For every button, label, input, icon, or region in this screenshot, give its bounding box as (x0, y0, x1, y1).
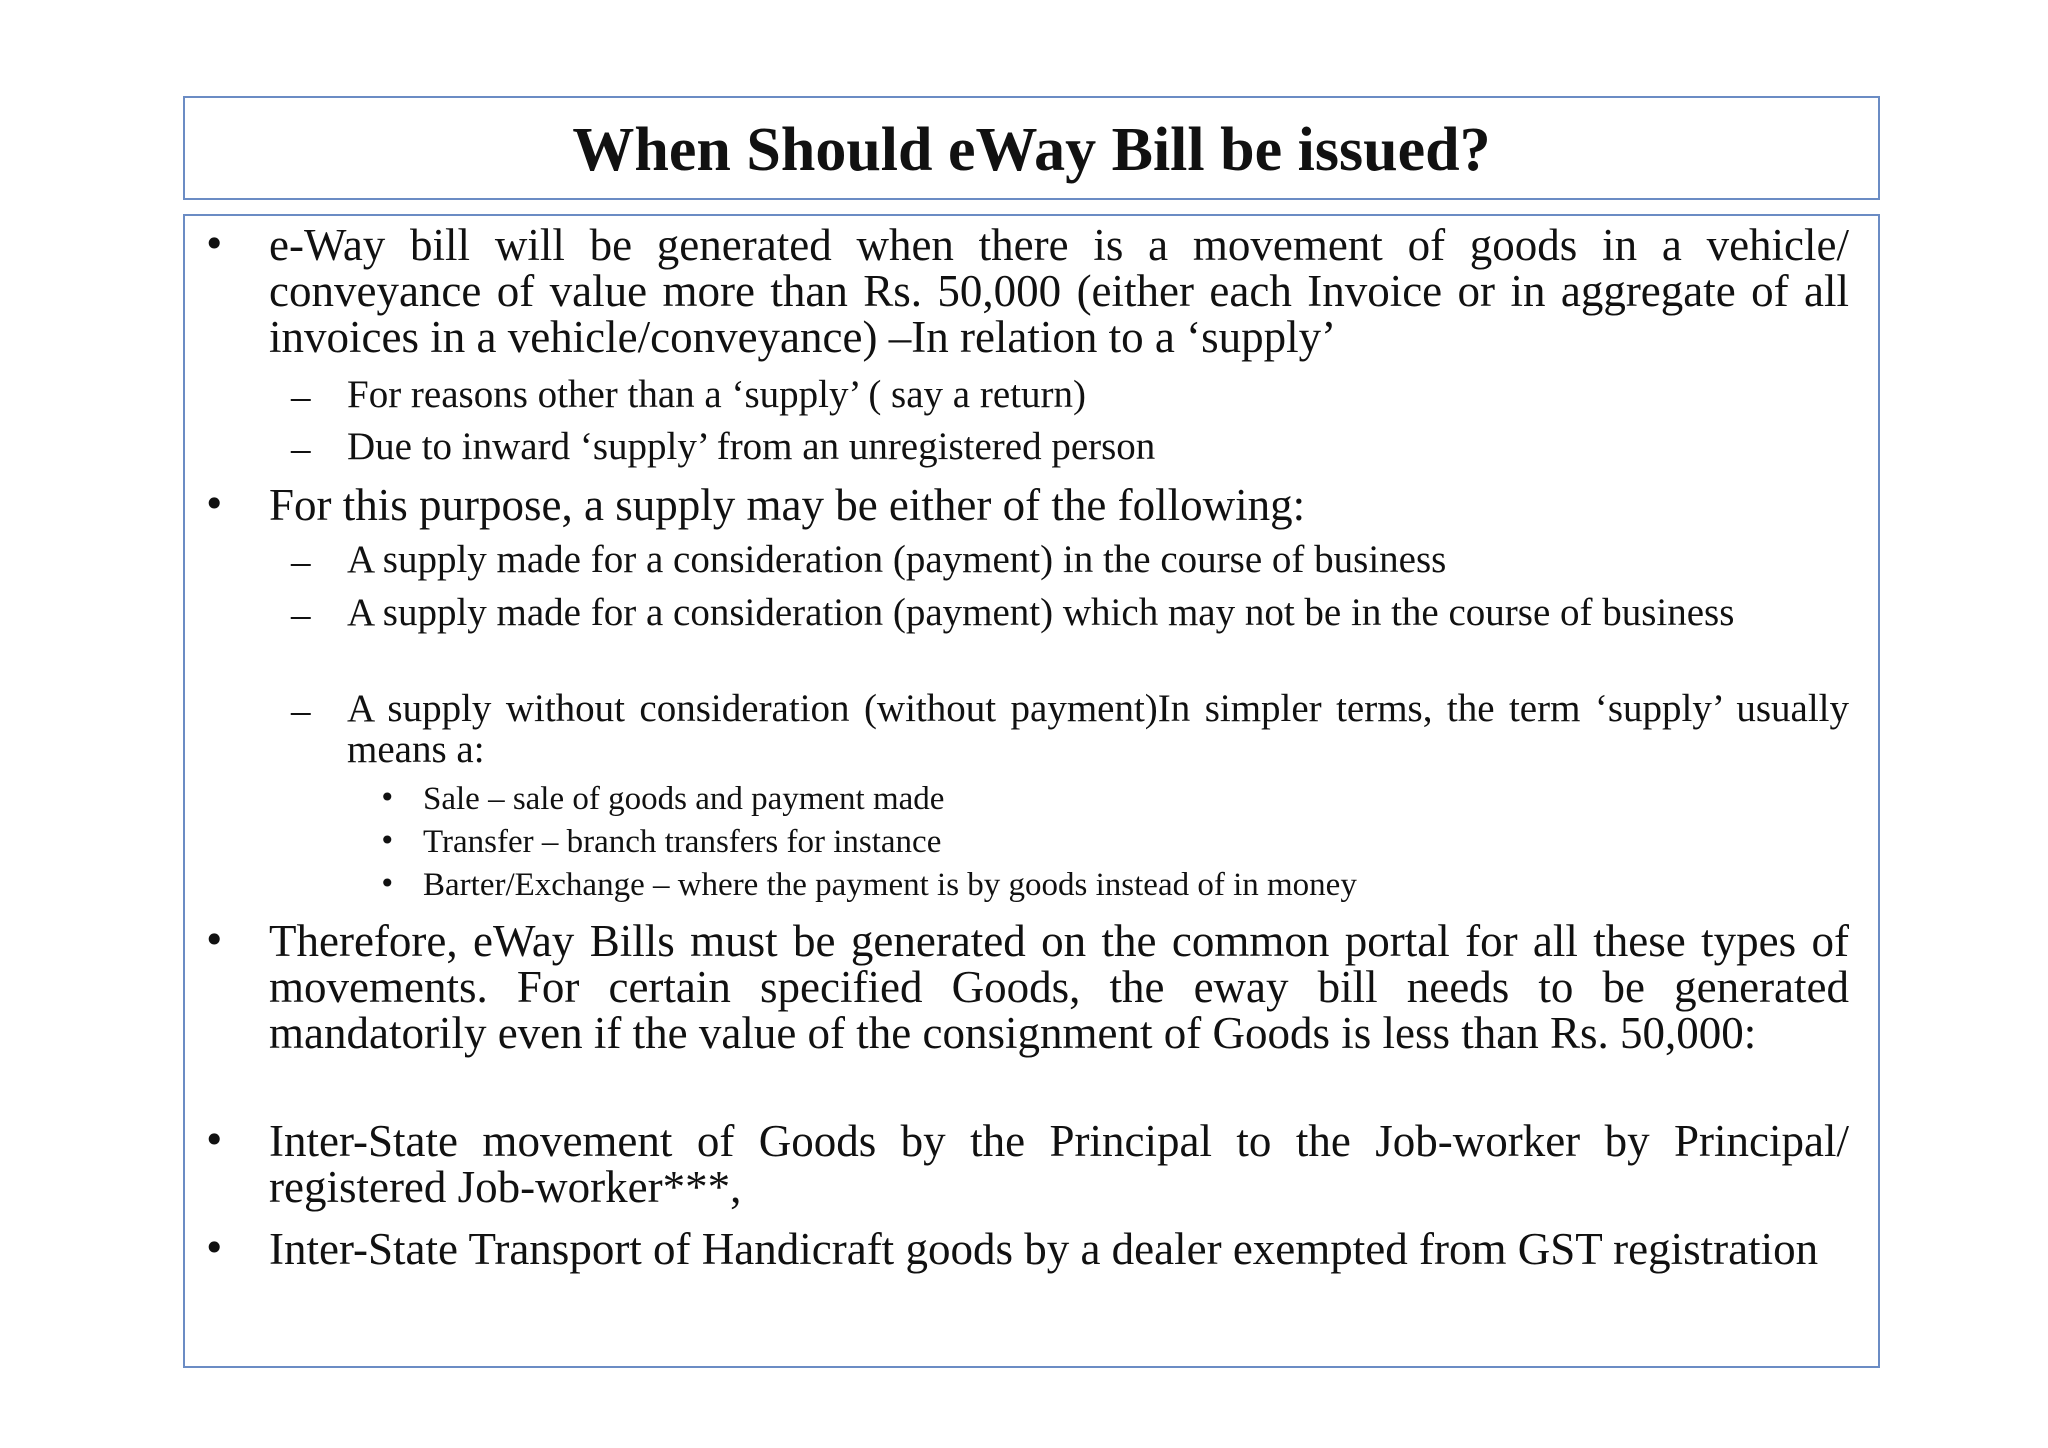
dash-marker: – (291, 689, 311, 732)
bullet-marker: • (203, 1118, 226, 1162)
bullet-text-purpose: For this purpose, a supply may be either of the following: (269, 480, 1306, 530)
subsubitem-transfer: Transfer – branch transfers for instance (423, 824, 942, 860)
bullet-text-interstate-jobworker: Inter-State movement of Goods by the Principal to the Job-worker by Principal/ registered Job-worker***, (269, 1116, 1849, 1212)
dash-marker: – (291, 540, 311, 583)
small-bullet-marker: • (379, 867, 396, 900)
dash-marker: – (291, 375, 311, 418)
bullet-text-therefore: Therefore, eWay Bills must be generated on the common portal for all these types of movements. For certain specified Goods, the eway bill needs to be generated mandatorily even if the value of the consignment of Goods is less than Rs. 50,000: (269, 916, 1849, 1058)
page-title: When Should eWay Bill be issued? (572, 116, 1491, 184)
bullet-text-handicraft: Inter-State Transport of Handicraft goods by a dealer exempted from GST registration (269, 1224, 1819, 1274)
bullet-marker: • (203, 918, 226, 962)
dash-marker: – (291, 593, 311, 636)
bullet-marker: • (203, 222, 226, 266)
subitem-supply-course-business: A supply made for a consideration (payment) in the course of business (347, 538, 1447, 581)
subitem-supply-without-consideration: A supply without consideration (without payment)In simpler terms, the term ‘supply’ usually means a: (347, 687, 1849, 771)
title-box (183, 96, 1880, 200)
subitem-supply-not-business: A supply made for a consideration (payment) which may not be in the course of business (347, 591, 1735, 634)
bullet-text-movement: e-Way bill will be generated when there is a movement of goods in a vehicle/ conveyance of value more than Rs. 50,000 (either each Invoice or in aggregate of all invoices in a vehicle/conveyance) –In relation to a ‘supply’ (269, 220, 1849, 362)
content-box (183, 214, 1880, 1368)
bullet-marker: • (203, 1226, 226, 1270)
subsubitem-sale: Sale – sale of goods and payment made (423, 781, 945, 817)
small-bullet-marker: • (379, 781, 396, 814)
subsubitem-barter: Barter/Exchange – where the payment is by goods instead of in money (423, 867, 1357, 903)
subitem-inward-supply: Due to inward ‘supply’ from an unregistered person (347, 425, 1156, 468)
dash-marker: – (291, 427, 311, 470)
subitem-other-reasons: For reasons other than a ‘supply’ ( say a return) (347, 373, 1086, 416)
bullet-marker: • (203, 482, 226, 526)
small-bullet-marker: • (379, 824, 396, 857)
